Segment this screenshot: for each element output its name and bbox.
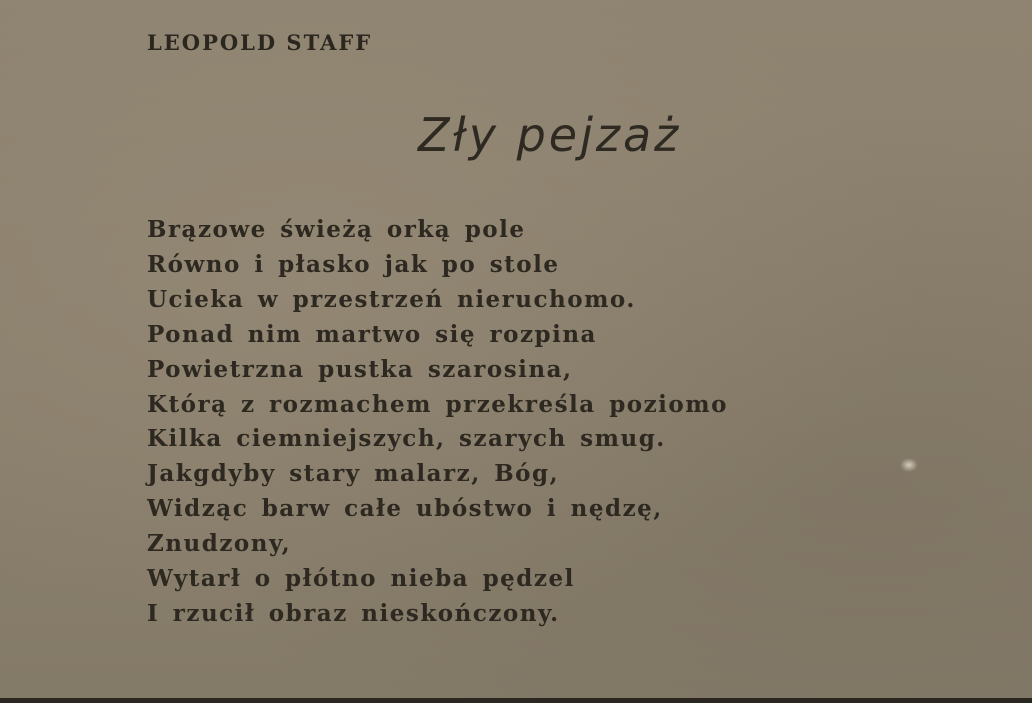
poem-line: Powietrzna pustka szarosina,	[147, 355, 573, 383]
poem-line: Jakgdyby stary malarz, Bóg,	[147, 460, 560, 488]
poem-title: Zły pejzaż	[418, 108, 682, 162]
poem-line: Ucieka w przestrzeń nieruchomo.	[147, 285, 636, 313]
poem-body	[147, 213, 728, 632]
poem-line: Wytarł o płótno nieba pędzel	[147, 565, 575, 593]
poem-line: Ponad nim martwo się rozpina	[147, 320, 597, 348]
poem-line: Którą z rozmachem przekreśla poziomo	[147, 390, 728, 418]
poem-line: Kilka ciemniejszych, szarych smug.	[147, 425, 666, 453]
paper-speck	[900, 458, 918, 472]
poem-line: Brązowe świeżą orką pole	[147, 216, 526, 243]
poem-line: Widząc barw całe ubóstwo i nędzę,	[147, 495, 663, 523]
scan-bottom-edge	[0, 698, 1032, 703]
poem-line: Równo i płasko jak po stole	[147, 250, 560, 278]
author-name: LEOPOLD STAFF	[147, 30, 373, 55]
poem-line: I rzucił obraz nieskończony.	[147, 599, 560, 627]
poem-line: Znudzony,	[147, 530, 292, 558]
